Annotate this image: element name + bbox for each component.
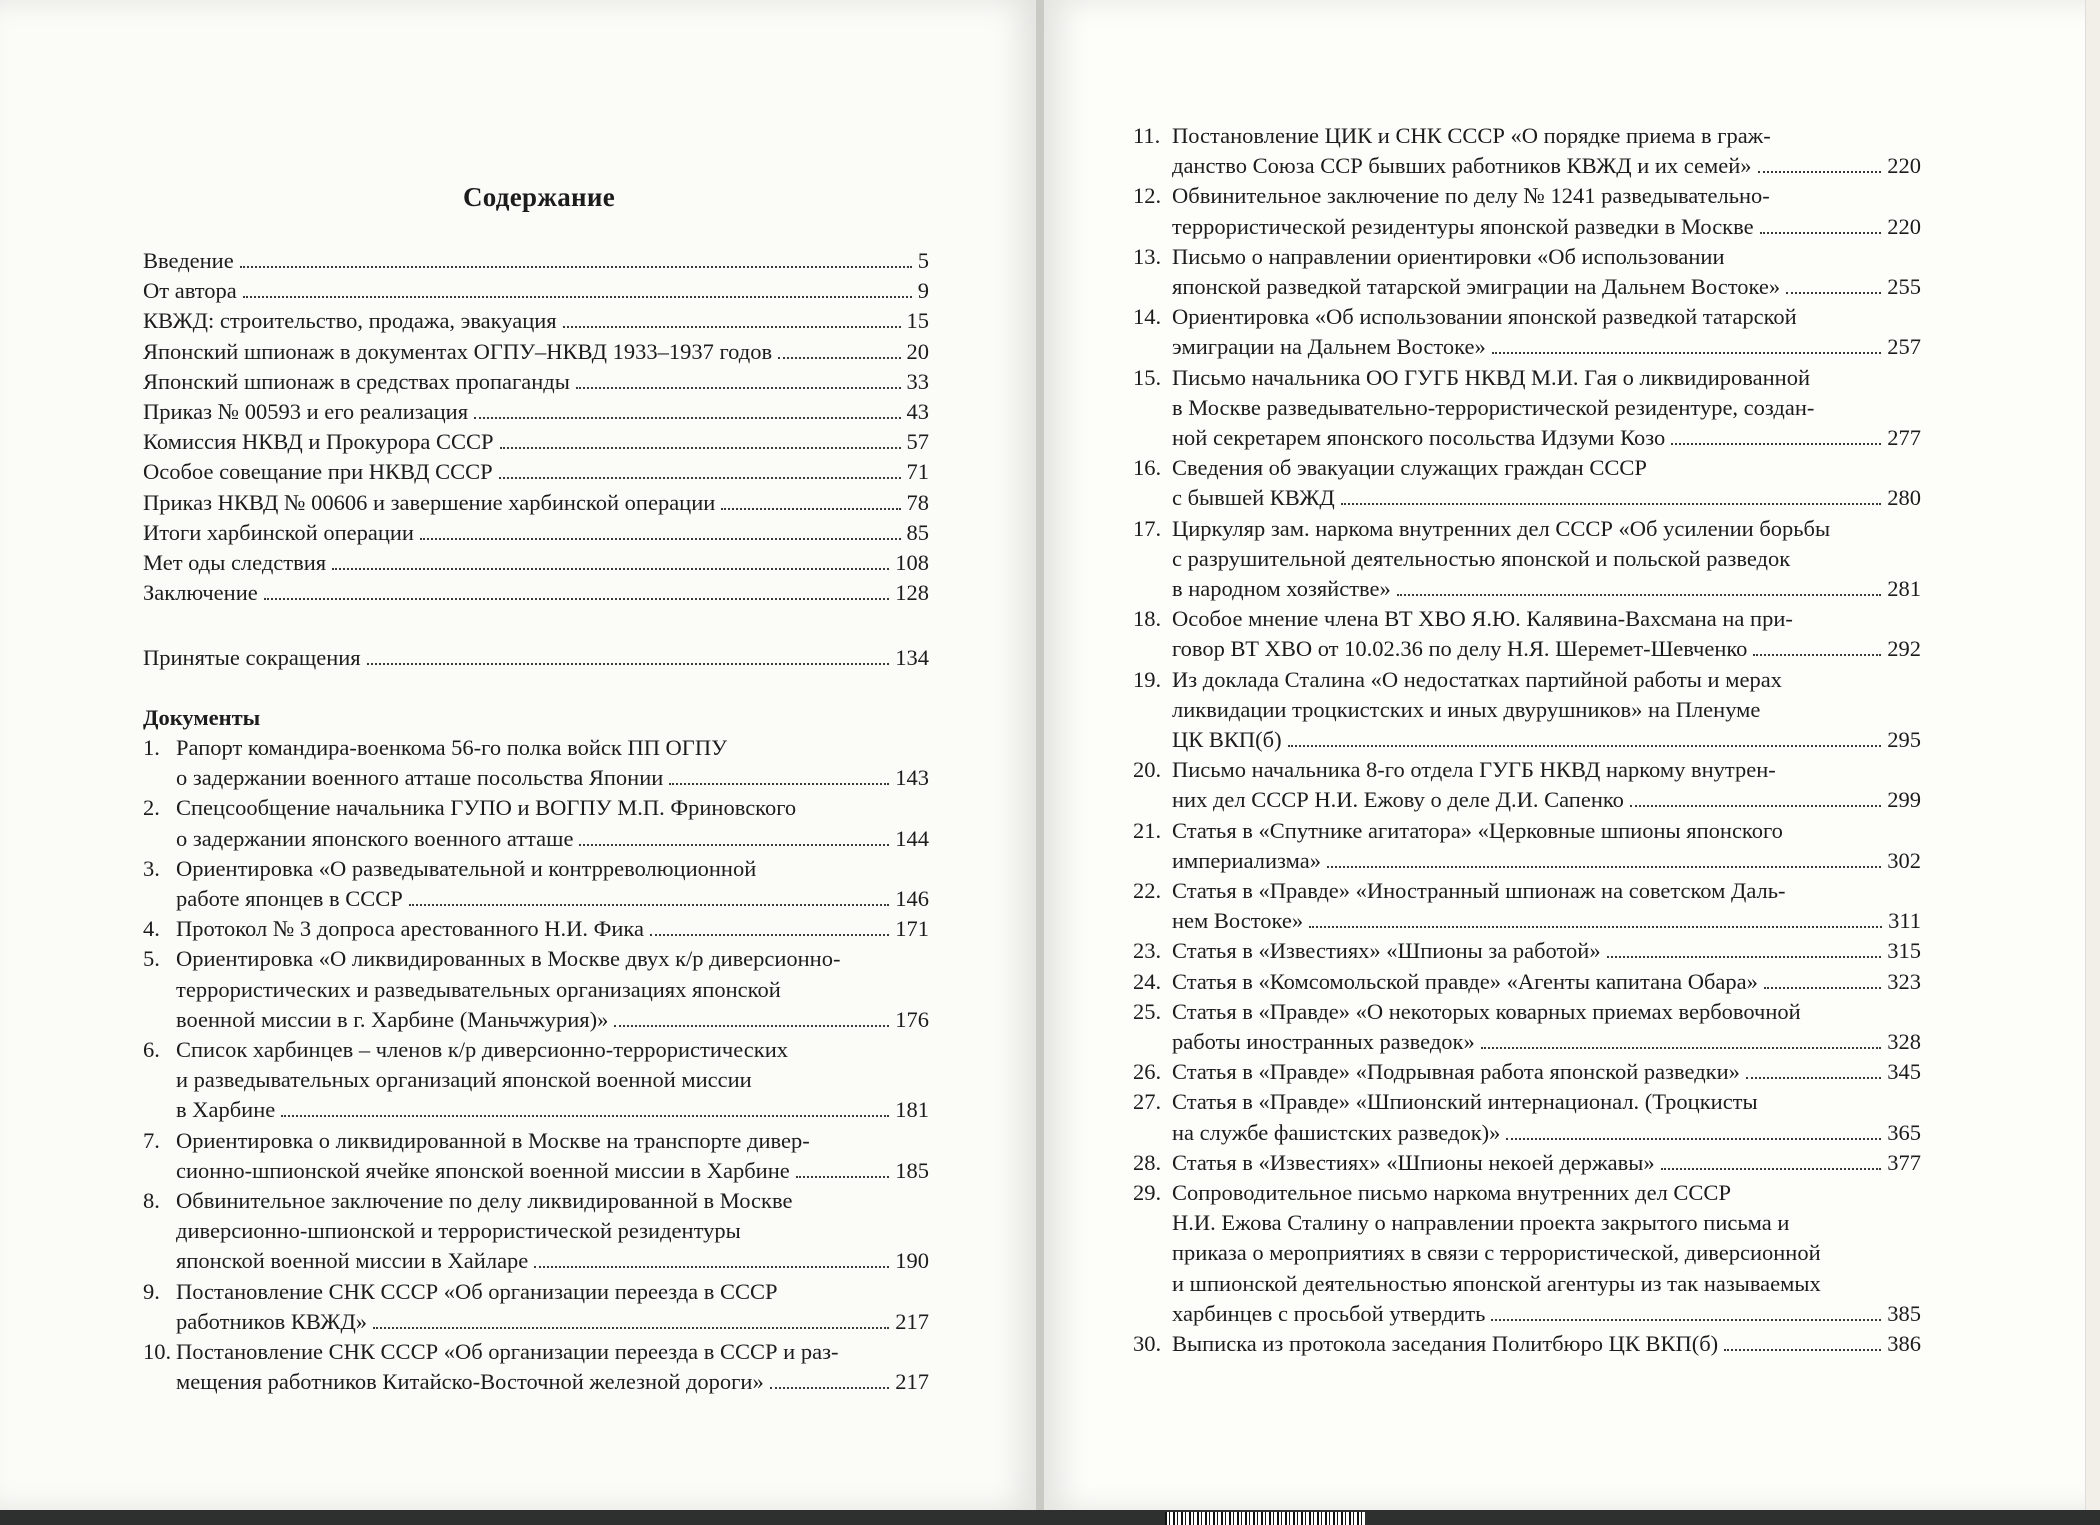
toc-entry: [143, 548, 929, 578]
document-entry: [1172, 1027, 1921, 1057]
dot-leader: [409, 904, 889, 906]
document-entry: [1172, 725, 1921, 755]
dot-leader: [367, 663, 890, 665]
document-text-line: Статья в «Спутнике агитатора» «Церковные шпионы японского: [1172, 817, 1783, 843]
toc-entry: [143, 457, 929, 487]
toc-entry-label: Статья в «Комсомольской правде» «Агенты капитана Обара»: [1172, 968, 1758, 994]
toc-page-number: 9: [917, 278, 929, 304]
document-number: 19.: [1133, 666, 1162, 692]
document-text-line: Спецсообщение начальника ГУПО и ВОГПУ М.П. Фриновского: [176, 795, 797, 821]
toc-entry-label: Принятые сокращения: [143, 645, 361, 670]
dot-leader: [420, 538, 901, 540]
document-number: 10.: [143, 1339, 172, 1364]
toc-page-number: 20: [906, 338, 929, 364]
document-number: 14.: [1133, 304, 1162, 330]
document-text-line: Статья в «Правде» «О некоторых коварных приемах вербовочной: [1172, 998, 1801, 1024]
document-entry: [1172, 967, 1921, 997]
document-text-line: террористических и разведывательных организациях японской: [176, 976, 781, 1002]
toc-page-number: 190: [895, 1248, 929, 1274]
document-text-line: Циркуляр зам. наркома внутренних дел СССР «Об усилении борьбы: [1172, 515, 1831, 541]
toc-entry-label: Статья в «Правде» «Подрывная работа японской разведки»: [1172, 1059, 1740, 1085]
toc-page-number: 43: [906, 399, 929, 424]
document-entry: [1172, 423, 1921, 453]
toc-entry-label: на службе фашистских разведок)»: [1172, 1119, 1501, 1145]
dot-leader: [1397, 594, 1881, 596]
dot-leader: [1506, 1138, 1881, 1140]
dot-leader: [770, 1387, 890, 1389]
toc-entry-label: работников КВЖД»: [176, 1308, 368, 1334]
toc-page-number: 311: [1888, 908, 1921, 934]
toc-page-number: 328: [1887, 1029, 1921, 1054]
toc-entry-label: в Харбине: [176, 1097, 276, 1123]
document-entry: [1172, 1057, 1921, 1087]
document-entry: [176, 1005, 929, 1035]
toc-page-number: 220: [1887, 213, 1921, 239]
toc-page-number: 302: [1887, 847, 1921, 873]
toc-page-number: 143: [895, 765, 929, 791]
document-number: 5.: [143, 946, 160, 972]
dot-leader: [1492, 352, 1882, 354]
document-entry: [1172, 332, 1921, 362]
dot-leader: [721, 508, 900, 510]
toc-entry-label: Японский шпионаж в средствах пропаганды: [143, 368, 570, 394]
document-number: 21.: [1133, 817, 1162, 843]
toc-page-number: 5: [917, 248, 929, 273]
toc-title: Содержание: [462, 182, 616, 212]
document-entry: [1172, 574, 1921, 604]
document-text-line: приказа о мероприятиях в связи с террористической, диверсионной: [1172, 1240, 1821, 1266]
toc-entry-abbreviations: [143, 643, 929, 673]
document-text-line: Обвинительное заключение по делу № 1241 разведывательно-: [1172, 183, 1770, 209]
toc-entry: [143, 397, 929, 427]
toc-entry-label: Итоги харбинской операции: [143, 519, 414, 545]
dot-leader: [243, 296, 912, 298]
dot-leader: [669, 783, 889, 785]
document-number: 9.: [143, 1278, 160, 1304]
document-number: 3.: [143, 855, 160, 881]
toc-entry-label: Заключение: [143, 580, 258, 606]
toc-entry-label: в народном хозяйстве»: [1172, 576, 1391, 601]
document-entry: [176, 1095, 929, 1125]
document-text-line: Сведения об эвакуации служащих граждан СССР: [1172, 455, 1647, 481]
document-entry: [176, 1246, 929, 1276]
toc-entry-label: сионно-шпионской ячейке японской военной миссии в Харбине: [176, 1157, 790, 1183]
toc-entry: [143, 578, 929, 608]
toc-page-number: 281: [1887, 576, 1921, 601]
toc-page-number: 217: [895, 1308, 929, 1334]
dot-leader: [650, 934, 889, 936]
document-entry: [1172, 483, 1921, 513]
document-number: 12.: [1133, 183, 1162, 209]
toc-page-number: 185: [895, 1157, 929, 1183]
document-number: 4.: [143, 916, 160, 942]
toc-entry-label: военной миссии в г. Харбине (Маньчжурия)»: [176, 1006, 609, 1032]
toc-page-number: 128: [895, 580, 929, 606]
scanner-bottom-strip: [0, 1510, 2100, 1525]
book-gutter: [1036, 0, 1044, 1525]
document-entry: [1172, 151, 1921, 181]
dot-leader: [1753, 654, 1881, 656]
toc-page-number: 15: [906, 308, 929, 334]
toc-page-number: 171: [895, 916, 929, 942]
document-text-line: Особое мнение члена ВТ ХВО Я.Ю. Калявина-Вахсмана на при-: [1172, 606, 1793, 632]
toc-entry-label: данство Союза ССР бывших работников КВЖД и их семей»: [1172, 153, 1752, 179]
document-entry: [1172, 1329, 1921, 1359]
toc-entry-label: ной секретарем японского посольства Идзуми Козо: [1172, 425, 1666, 450]
document-number: 13.: [1133, 243, 1162, 269]
toc-entry-label: Протокол № 3 допроса арестованного Н.И. Фика: [176, 916, 644, 942]
toc-page-number: 255: [1887, 274, 1921, 299]
toc-page-number: 365: [1887, 1119, 1921, 1145]
dot-leader: [500, 447, 901, 449]
document-number: 17.: [1133, 515, 1162, 541]
toc-entry-label: о задержании военного атташе посольства Японии: [176, 765, 664, 791]
toc-entry-label: работы иностранных разведок»: [1172, 1029, 1475, 1054]
toc-entry-label: Особое совещание при НКВД СССР: [143, 459, 493, 485]
document-entry: [176, 914, 929, 944]
document-text-line: с разрушительной деятельностью японской и польской разведок: [1172, 545, 1791, 571]
toc-entry: [143, 246, 929, 276]
document-number: 22.: [1133, 878, 1162, 903]
dot-leader: [1671, 443, 1881, 445]
dot-leader: [1786, 292, 1881, 294]
document-text-line: в Москве разведывательно-террористической резидентуре, создан-: [1172, 394, 1815, 420]
toc-page-number: 292: [1887, 636, 1921, 662]
document-entry: [1172, 785, 1921, 815]
dot-leader: [1760, 232, 1882, 234]
document-text-line: Ориентировка «Об использовании японской разведкой татарской: [1172, 304, 1797, 330]
dot-leader: [1724, 1349, 1881, 1351]
toc-page-number: 176: [895, 1006, 929, 1032]
document-entry: [176, 763, 929, 793]
document-text-line: Рапорт командира-военкома 56-го полка войск ПП ОГПУ: [176, 735, 727, 760]
document-text-line: Письмо о направлении ориентировки «Об использовании: [1172, 243, 1725, 269]
toc-page-number: 220: [1887, 153, 1921, 179]
document-number: 1.: [143, 735, 160, 760]
document-text-line: Список харбинцев – членов к/р диверсионно-террористических: [176, 1037, 788, 1062]
toc-page-number: 257: [1887, 334, 1921, 360]
toc-page-number: 71: [906, 459, 929, 485]
document-text-line: Постановление СНК СССР «Об организации переезда в СССР: [176, 1278, 778, 1304]
document-text-line: Статья в «Правде» «Иностранный шпионаж на советском Даль-: [1172, 878, 1786, 903]
toc-entry-label: Японский шпионаж в документах ОГПУ–НКВД 1933–1937 годов: [143, 338, 773, 364]
document-number: 6.: [143, 1037, 160, 1062]
document-entry: [176, 1307, 929, 1337]
toc-page-number: 33: [906, 368, 929, 394]
dot-leader: [281, 1115, 889, 1117]
barcode-icon: [1165, 1512, 1365, 1525]
toc-page-number: 277: [1887, 425, 1921, 450]
document-text-line: и разведывательных организаций японской военной миссии: [176, 1067, 752, 1093]
document-entry: [176, 1156, 929, 1186]
dot-leader: [796, 1176, 890, 1178]
dot-leader: [579, 844, 889, 846]
toc-entry-label: Введение: [143, 248, 234, 273]
dot-leader: [474, 417, 900, 419]
document-text-line: Н.И. Ежова Сталину о направлении проекта закрытого письма и: [1172, 1210, 1790, 1236]
toc-entry-label: КВЖД: строительство, продажа, эвакуация: [143, 308, 557, 334]
dot-leader: [499, 477, 901, 479]
toc-entry-label: Мет оды следствия: [143, 550, 327, 575]
toc-page-number: 315: [1887, 938, 1921, 964]
document-number: 7.: [143, 1127, 160, 1153]
document-text-line: Ориентировка о ликвидированной в Москве на транспорте дивер-: [176, 1127, 810, 1153]
toc-page-number: 323: [1887, 968, 1921, 994]
dot-leader: [614, 1025, 889, 1027]
dot-leader: [1327, 866, 1881, 868]
dot-leader: [1309, 926, 1882, 928]
toc-entry-label: говор ВТ ХВО от 10.02.36 по делу Н.Я. Шеремет-Шевченко: [1172, 636, 1748, 662]
document-number: 26.: [1133, 1059, 1162, 1085]
toc-entry: [143, 276, 929, 306]
document-text-line: Ориентировка «О ликвидированных в Москве двух к/р диверсионно-: [176, 946, 841, 972]
document-entry: [1172, 1148, 1921, 1178]
document-number: 24.: [1133, 968, 1162, 994]
dot-leader: [1288, 745, 1882, 747]
document-number: 8.: [143, 1188, 160, 1213]
documents-heading: Документы: [143, 705, 261, 730]
document-text-line: и шпионской деятельностью японской агентуры из так называемых: [1172, 1270, 1821, 1296]
toc-entry-label: работе японцев в СССР: [176, 886, 403, 911]
dot-leader: [1764, 987, 1881, 989]
document-number: 29.: [1133, 1180, 1162, 1205]
dot-leader: [576, 387, 901, 389]
dot-leader: [1661, 1168, 1882, 1170]
toc-page-number: 385: [1887, 1300, 1921, 1326]
toc-entry-label: харбинцев с просьбой утвердить: [1172, 1300, 1486, 1326]
toc-entry: [143, 306, 929, 336]
document-entry: [1172, 1299, 1921, 1329]
toc-entry-label: японской разведкой татарской эмиграции на Дальнем Востоке»: [1172, 274, 1781, 299]
toc-entry-label: террористической резидентуры японской разведки в Москве: [1172, 213, 1754, 239]
document-entry: [1172, 936, 1921, 966]
document-entry: [1172, 846, 1921, 876]
toc-page-number: 134: [895, 645, 929, 670]
toc-page-number: 377: [1887, 1149, 1921, 1175]
toc-entry-label: Приказ № 00593 и его реализация: [143, 399, 469, 424]
document-number: 30.: [1133, 1331, 1162, 1356]
dot-leader: [332, 568, 889, 570]
toc-entry: [143, 337, 929, 367]
toc-page-number: 386: [1887, 1331, 1921, 1356]
toc-page-number: 295: [1887, 727, 1921, 752]
toc-entry: [143, 518, 929, 548]
toc-page-number: 345: [1887, 1059, 1921, 1085]
toc-entry-label: эмиграции на Дальнем Востоке»: [1172, 334, 1486, 360]
dot-leader: [563, 326, 901, 328]
toc-entry-label: Комиссия НКВД и Прокурора СССР: [143, 429, 494, 455]
dot-leader: [1607, 956, 1882, 958]
dot-leader: [778, 357, 900, 359]
toc-entry-label: с бывшей КВЖД: [1172, 485, 1335, 511]
document-entry: [176, 884, 929, 914]
dot-leader: [373, 1327, 889, 1329]
toc-entry-label: японской военной миссии в Хайларе: [176, 1248, 529, 1274]
dot-leader: [1758, 171, 1882, 173]
document-text-line: Статья в «Правде» «Шпионский интернационал. (Троцкисты: [1172, 1089, 1758, 1115]
document-text-line: Сопроводительное письмо наркома внутренних дел СССР: [1172, 1180, 1731, 1205]
toc-page-number: 280: [1887, 485, 1921, 511]
toc-entry-label: Статья в «Известиях» «Шпионы за работой»: [1172, 938, 1601, 964]
dot-leader: [240, 266, 912, 268]
toc-entry: [143, 488, 929, 518]
document-text-line: ликвидации троцкистских и иных двурушников» на Пленуме: [1172, 696, 1761, 722]
document-number: 15.: [1133, 364, 1162, 390]
document-entry: [1172, 212, 1921, 242]
document-entry: [1172, 1118, 1921, 1148]
toc-entry-label: о задержании японского военного атташе: [176, 825, 574, 851]
dot-leader: [1630, 805, 1881, 807]
document-number: 23.: [1133, 938, 1162, 964]
document-text-line: Обвинительное заключение по делу ликвидированной в Москве: [176, 1188, 793, 1213]
document-number: 25.: [1133, 998, 1162, 1024]
toc-entry-label: Выписка из протокола заседания Политбюро ЦК ВКП(б): [1172, 1331, 1719, 1356]
document-number: 20.: [1133, 757, 1162, 783]
document-number: 2.: [143, 795, 160, 821]
toc-page-number: 217: [895, 1369, 929, 1395]
document-text-line: диверсионно-шпионской и террористической резидентуры: [176, 1218, 741, 1244]
toc-page-number: 108: [895, 550, 929, 575]
document-number: 18.: [1133, 606, 1162, 632]
toc-entry-label: них дел СССР Н.И. Ежову о деле Д.И. Сапенко: [1172, 787, 1624, 813]
document-entry: [176, 1367, 929, 1397]
toc-page-number: 299: [1887, 787, 1921, 813]
toc-entry-label: Статья в «Известиях» «Шпионы некоей державы»: [1172, 1149, 1655, 1175]
toc-entry-label: мещения работников Китайско-Восточной железной дороги»: [176, 1369, 764, 1395]
dot-leader: [534, 1266, 889, 1268]
document-number: 16.: [1133, 455, 1162, 481]
document-number: 28.: [1133, 1149, 1162, 1175]
toc-entry-label: империализма»: [1172, 847, 1321, 873]
dot-leader: [1746, 1077, 1881, 1079]
document-entry: [1172, 906, 1921, 936]
toc-page-number: 144: [895, 825, 929, 851]
toc-entry-label: От автора: [143, 278, 237, 304]
toc-entry: [143, 427, 929, 457]
toc-entry-label: нем Востоке»: [1172, 908, 1304, 934]
toc-entry-label: ЦК ВКП(б): [1172, 727, 1282, 752]
document-text-line: Письмо начальника ОО ГУГБ НКВД М.И. Гая о ликвидированной: [1172, 364, 1810, 390]
toc-page-number: 78: [906, 489, 929, 515]
document-text-line: Постановление ЦИК и СНК СССР «О порядке приема в граж-: [1172, 123, 1771, 148]
toc-entry: [143, 367, 929, 397]
toc-page-number: 57: [906, 429, 929, 455]
dot-leader: [1491, 1319, 1881, 1321]
document-number: 11.: [1133, 123, 1161, 148]
document-text-line: Из доклада Сталина «О недостатках партийной работы и мерах: [1172, 666, 1782, 692]
document-number: 27.: [1133, 1089, 1162, 1115]
document-text-line: Письмо начальника 8-го отдела ГУГБ НКВД наркому внутрен-: [1172, 757, 1776, 783]
document-entry: [1172, 634, 1921, 664]
document-text-line: Ориентировка «О разведывательной и контрреволюционной: [176, 855, 757, 881]
dot-leader: [1481, 1047, 1882, 1049]
dot-leader: [264, 598, 890, 600]
toc-page-number: 181: [895, 1097, 929, 1123]
toc-entry-label: Приказ НКВД № 00606 и завершение харбинской операции: [143, 489, 716, 515]
dot-leader: [1341, 503, 1882, 505]
document-entry: [176, 824, 929, 854]
toc-page-number: 146: [895, 886, 929, 911]
document-text-line: Постановление СНК СССР «Об организации переезда в СССР и раз-: [176, 1339, 839, 1364]
page-edge: [2085, 0, 2100, 1510]
toc-page-number: 85: [906, 519, 929, 545]
document-entry: [1172, 272, 1921, 302]
